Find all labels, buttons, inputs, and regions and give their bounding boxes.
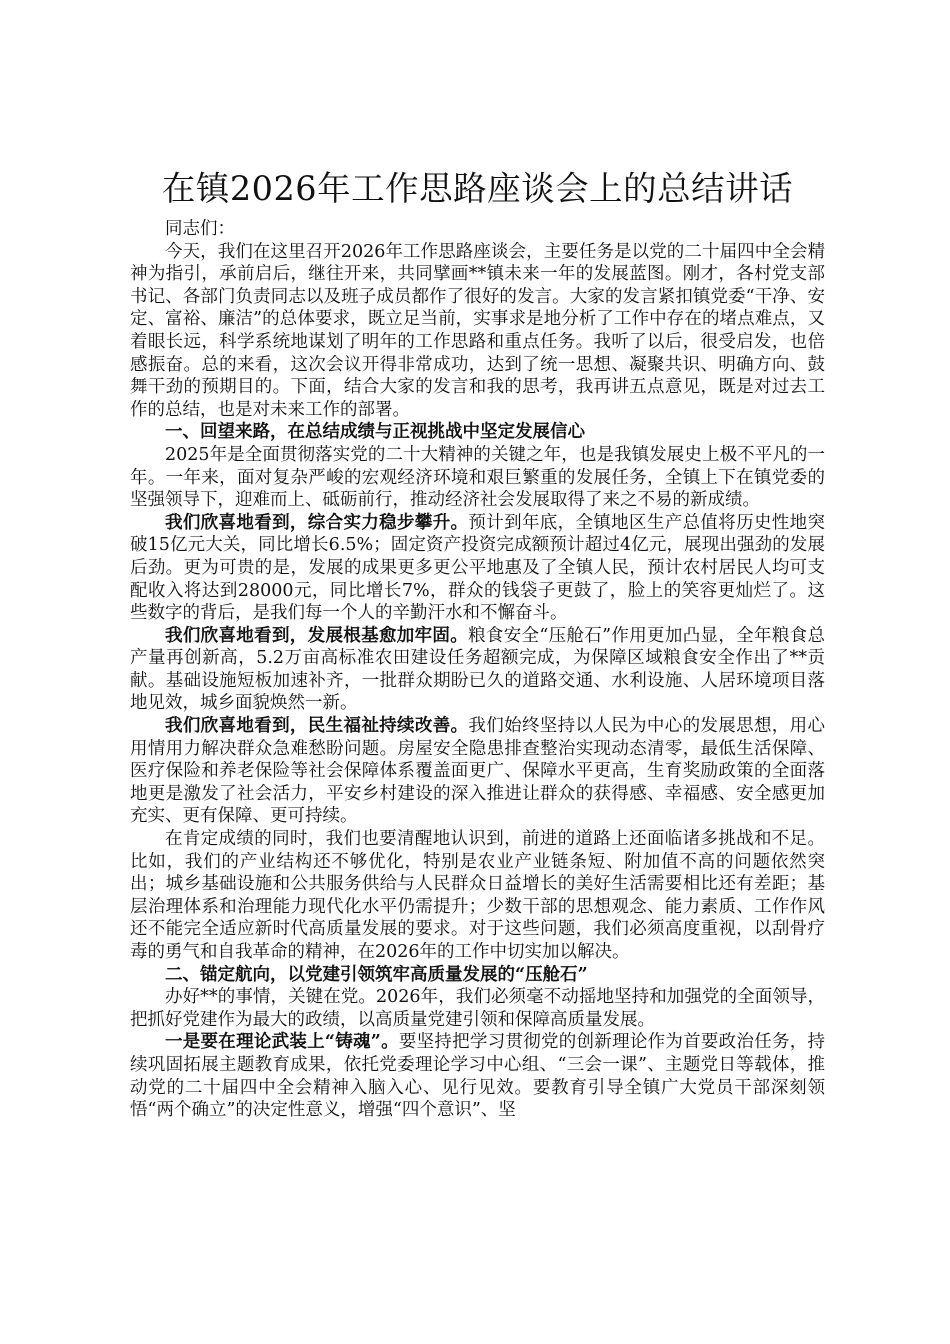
paragraph-body: 要坚持把学习贯彻党的创新理论作为首要政治任务，持续巩固拓展主题教育成果，依托党委理论学习中心组、“三会一课”、主题党日等载体，推动党的二十届四中全会精神入脑入心、见行见效。要教育引导全镇广大党员干部深刻领悟“两个确立”的决定性意义，增强“四个意识”、坚 — [130, 1032, 826, 1121]
paragraph-party-leadership: 办好**的事情，关键在党。2026年，我们必须毫不动摇地坚持和加强党的全面领导，把抓好党建作为最大的政绩，以高质量党建引领和保障高质量发展。 — [130, 987, 825, 1030]
section-heading-2: 二、锚定航向，以党建引领筑牢高质量发展的“压舱石” — [165, 964, 588, 985]
paragraph-challenges: 在肯定成绩的同时，我们也要清醒地认识到，前进的道路上还面临诸多挑战和不足。比如，我们的产业结构还不够优化，特别是农业产业链条短、附加值不高的问题依然突出；城乡基础设施和公共服务供给与人民群众日益增长的美好生活需要相比还有差距；基层治理体系和治理能力现代化水平仍需提升；少数干部的思想观念、能力素质、工作作风还不能完全适应新时代高质量发展的要求。对于这些问题，我们必须高度重视，以刮骨疗毒的勇气和自我革命的精神，在2026年的工作中切实加以解决。 — [130, 829, 825, 962]
intro-paragraph: 今天，我们在这里召开2026年工作思路座谈会，主要任务是以党的二十届四中全会精神为指引，承前启后，继往开来，共同擘画**镇未来一年的发展蓝图。刚才，各村党支部书记、各部门负责同志以及班子成员都作了很好的发言。大家的发言紧扣镇党委“干净、安定、富裕、廉洁”的总体要求，既立足当前，实事求是地分析了工作中存在的堵点难点，又着眼长远，科学系统地谋划了明年的工作思路和重点任务。我听了以后，很受启发，也倍感振奋。总的来看，这次会议开得非常成功，达到了统一思想、凝聚共识、明确方向、鼓舞干劲的预期目的。下面，结合大家的发言和我的思考，我再讲五点意见，既是对过去工作的总结，也是对未来工作的部署。 — [130, 241, 825, 420]
document-title: 在镇2026年工作思路座谈会上的总结讲话 — [161, 169, 794, 208]
paragraph-lead: 我们欣喜地看到，综合实力稳步攀升。 — [165, 512, 469, 533]
paragraph-strength — [130, 512, 825, 625]
paragraph-lead: 我们欣喜地看到，民生福祉持续改善。 — [165, 716, 469, 737]
paragraph-welfare — [130, 715, 825, 828]
paragraph-theory — [130, 1031, 825, 1121]
paragraph-2025-review: 2025年是全面贯彻落实党的二十大精神的关键之年，也是我镇发展史上极不平凡的一年。一年来，面对复杂严峻的宏观经济环境和艰巨繁重的发展任务，全镇上下在镇党委的坚强领导下，迎难而上、砥砺前行，推动经济社会发展取得了来之不易的新成绩。 — [130, 444, 825, 511]
paragraph-lead: 我们欣喜地看到，发展根基愈加牢固。 — [165, 625, 469, 646]
salutation: 同志们： — [165, 219, 235, 239]
paragraph-lead: 一是要在理论武装上“铸魂”。 — [165, 1032, 399, 1053]
paragraph-body: 预计到年底，全镇地区生产总值将历史性地突破15亿元大关，同比增长6.5%；固定资产投资完成额预计超过4亿元，展现出强劲的发展后劲。更为可贵的是，发展的成果更多更公平地惠及了全镇人民，预计农村居民人均可支配收入将达到28000元，同比增长7%，群众的钱袋子更鼓了，脸上的笑容更灿烂了。这些数字的背后，是我们每一个人的辛勤汗水和不懈奋斗。 — [130, 512, 826, 624]
paragraph-body: 我们始终坚持以人民为中心的发展思想，用心用情用力解决群众急难愁盼问题。房屋安全隐患排查整治实现动态清零，最低生活保障、医疗保险和养老保险等社会保障体系覆盖面更广、保障水平更高，生育奖励政策的全面落地更是激发了社会活力，平安乡村建设的深入推进让群众的获得感、幸福感、安全感更加充实、更有保障、更可持续。 — [130, 716, 826, 827]
document-page — [130, 168, 825, 1122]
paragraph-foundation — [130, 625, 825, 715]
paragraph-body: 粮食安全“压舱石”作用更加凸显，全年粮食总产量再创新高，5.2万亩高标准农田建设任务超额完成，为保障区域粮食安全作出了**贡献。基础设施短板加速补齐，一批群众期盼已久的道路交通、水利设施、人居环境项目落地见效，城乡面貌焕然一新。 — [130, 625, 825, 714]
section-heading-1: 一、回望来路，在总结成绩与正视挑战中坚定发展信心 — [165, 422, 585, 443]
